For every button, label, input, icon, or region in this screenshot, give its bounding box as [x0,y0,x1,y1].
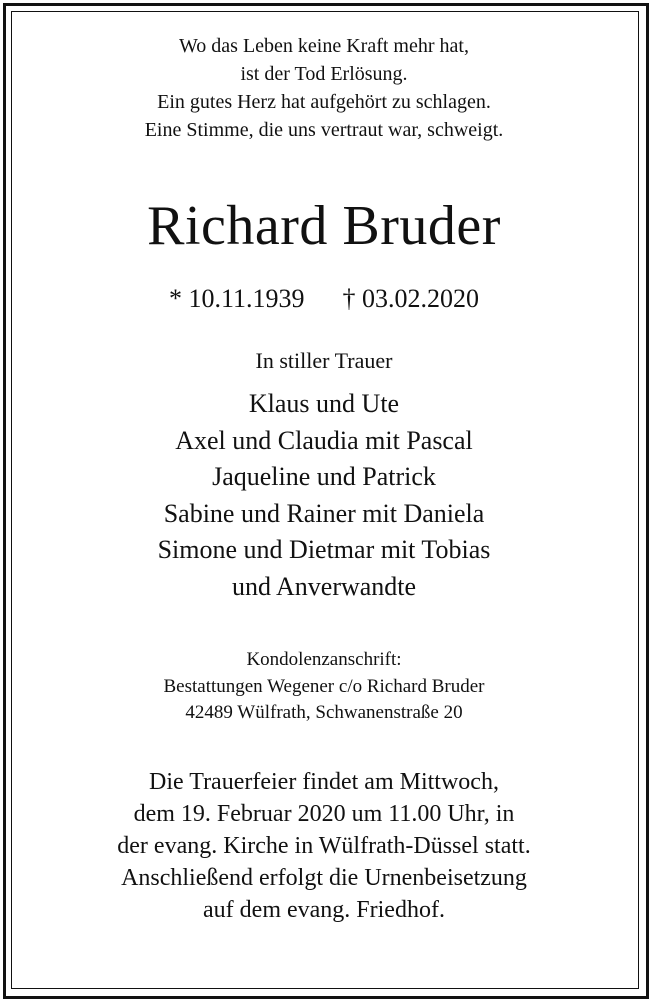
condolence-address [14,647,634,727]
obituary-notice [14,14,634,926]
deceased-name: Richard Bruder [147,195,501,257]
funeral-line: dem 19. Februar 2020 um 11.00 Uhr, in [133,800,515,827]
condolence-line: Bestattungen Wegener c/o Richard Bruder [163,675,485,697]
mourner-line: Jaqueline und Patrick [212,462,436,491]
funeral-line: Die Trauerfeier findet am Mittwoch, [149,768,499,795]
condolence-line: 42489 Wülfrath, Schwanenstraße 20 [185,702,463,723]
death-date: † 03.02.2020 [342,284,480,313]
poem-line: ist der Tod Erlösung. [240,63,408,85]
condolence-label: Kondolenzanschrift: [246,649,402,670]
poem-line: Ein gutes Herz hat aufgehört zu schlagen. [157,91,491,113]
mourner-line: Sabine und Rainer mit Daniela [163,498,485,528]
funeral-notice [14,766,634,926]
mourners-list [14,386,634,605]
birth-date: * 10.11.1939 [168,284,305,313]
poem-line: Wo das Leben keine Kraft mehr hat, [179,35,469,57]
mourner-line: und Anverwandte [231,571,417,601]
funeral-line: Anschließend erfolgt die Urnenbeisetzung [121,864,527,891]
funeral-line: auf dem evang. Friedhof. [203,896,445,923]
mourning-heading: In stiller Trauer [255,348,393,373]
poem [14,32,634,144]
mourner-line: Simone und Dietmar mit Tobias [157,535,491,564]
mourner-line: Klaus und Ute [248,389,400,418]
poem-line: Eine Stimme, die uns vertraut war, schweigt. [144,119,504,141]
life-dates [14,284,634,314]
funeral-line: der evang. Kirche in Wülfrath-Düssel statt. [117,832,531,859]
mourner-line: Axel und Claudia mit Pascal [175,425,473,455]
